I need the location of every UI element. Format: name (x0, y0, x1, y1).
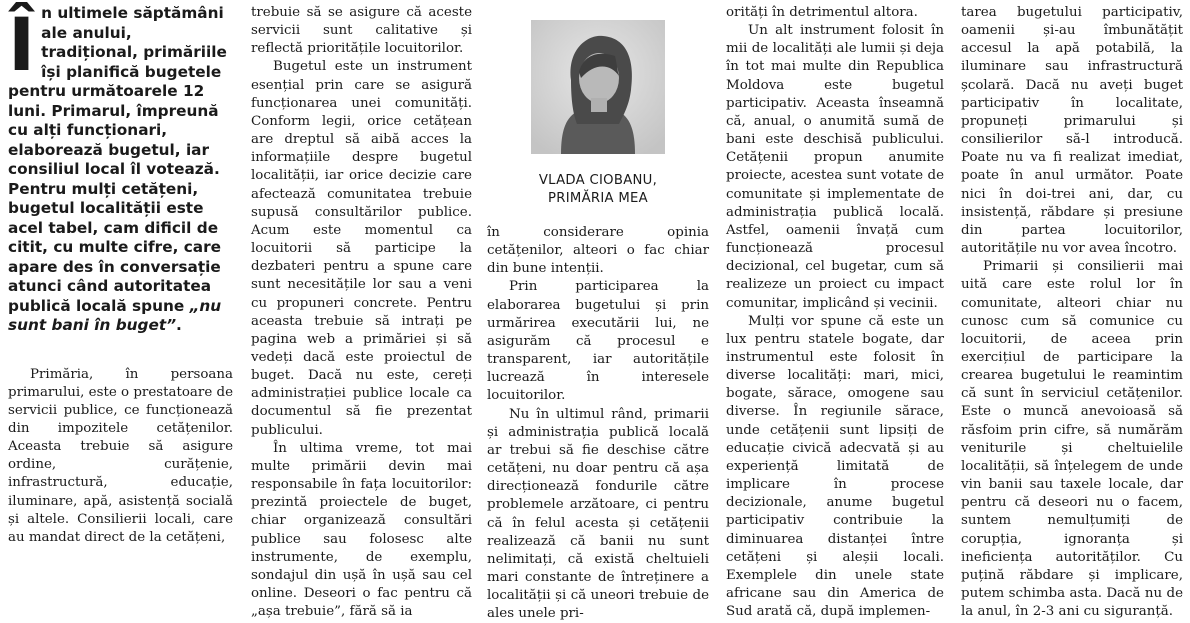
article-column-4 (726, 4, 944, 620)
author-portrait-photo (531, 20, 665, 154)
body-paragraph: Primarii și consilierii mai uită care este rolul lor în comunitate, alteori chiar nu cunosc cum să comunice cu locuitorii, de aceea prin exercițiul de participare la crearea bugetului le reamintim că sunt în serviciul cetățenilor. Este o muncă anevoioasă să răsfoim prin cifre, să numărăm veniturile și cheltuielile localității, să înțelegem de unde vin banii sau taxele locale, dar pentru că deseori nu o facem, suntem nemulțumiți de corupția, ignoranța și ineficiența autorităților. Cu puțină răbdare și implicare, putem schimba asta. Dacă nu de la anul, în 2-3 ani cu siguranță. (961, 259, 1183, 620)
body-paragraph: orități în detrimentul altora. (726, 5, 918, 20)
body-paragraph: Bugetul este un instrument esențial prin care se asigură funcționarea unei comunități. Conform legii, orice cetățean are dreptul să aibă acces la informațiile despre bugetul localității, iar orice decizie care afectează comunitatea trebuie supusă consultărilor publice. Acum este momentul ca locuitorii să participe la dezbateri pentru a spune care sunt necesitățile lor sau a veni cu propuneri concrete. Pentru aceasta trebuie să intrați pe pagina web a primăriei și să vedeți dacă este proiectul de buget. Dacă nu este, cereți administrației publice locale ca documentul să fie prezentat publicului. (251, 59, 472, 438)
body-paragraph: În ultima vreme, tot mai multe primării devin mai responsabile în fața locuitorilor: prezintă proiectele de buget, chiar organizează consultări publice sau folosesc alte instrumente, de exemplu, sondajul din ușă în ușă sau cel online. Deseori o fac pentru că „așa trebuie”, fără să ia (251, 440, 472, 620)
drop-cap: Î (8, 3, 36, 88)
article-column-5 (961, 4, 1183, 620)
author-organization: PRIMĂRIA MEA (547, 191, 648, 206)
portrait-image (531, 20, 665, 154)
article-column-3 (487, 224, 709, 622)
body-paragraph: în considerare opinia cetățenilor, alteori o fac chiar din bune intenții. (487, 225, 709, 277)
author-name: VLADA CIOBANU, (538, 173, 658, 188)
article-column-1 (8, 4, 233, 598)
body-paragraph: Prin participarea la elaborarea bugetului și prin urmărirea executării lui, ne asigurăm că procesul e transparent, iar autoritățile lucrează în interesele locuitorilor. (487, 279, 709, 404)
body-paragraph: Mulți vor spune că este un lux pentru statele bogate, dar instrumentul este folosit în diverse localități: mari, mici, bogate, sărace, omogene sau diverse. În regiunile sărace, unde cetățenii sunt lipsiți de educație civică adecvată și au experiență limitată de implicare în procese decizionale, anume bugetul participativ contribuie la diminuarea distanței între cetățeni și aleșii locali. Exemplele din unele state africane sau din America de Sud arată că, după implemen- (726, 313, 944, 620)
body-paragraph: Un alt instrument folosit în mii de localități ale lumii și deja în tot mai multe din Republica Moldova este bugetul participativ. Aceasta înseamnă că, anual, o anumită sumă de bani este deschisă publicului. Cetățenii propun anumite proiecte, acestea sunt votate de comunitate și implementate de administrația publică locală. Astfel, oamenii învață cum funcționează procesul decizional, cel bugetar, cum să realizeze un proiect cu impact comunitar, implicând și vecinii. (726, 23, 944, 311)
lead-end: . (176, 316, 182, 334)
lead-paragraph (8, 4, 233, 336)
body-paragraph: trebuie să se asigure că aceste servicii sunt calitative și reflectă prioritățile locuitorilor. (251, 5, 472, 57)
lead-text: n ultimele săptămâni ale anului, tradițional, primăriile își planifică bugetele pentru următoarele 12 luni. Primarul, împreună cu alți funcționari, elaborează bugetul, iar consiliul local îl votează. Pentru mulți cetățeni, bugetul localității este acel tabel, cam dificil de citit, cu multe cifre, care apare des în conversație atunci când autoritatea publică locală spune (8, 4, 227, 315)
body-paragraph: Primăria, în persoana primarului, este o prestatoare de servicii publice, ce funcționează din impozitele cetățenilor. Aceasta trebuie să asigure ordine, curățenie, infrastructură, educație, iluminare, apă, asistență socială și altele. Consilierii locali, care au mandat direct de la cetățeni, (8, 366, 233, 545)
article-column-2 (251, 4, 472, 620)
author-byline (487, 172, 709, 208)
body-paragraph: tarea bugetului participativ, oamenii și-au îmbunătățit accesul la apă potabilă, la iluminare sau infrastructură școlară. Dacă nu aveți buget participativ în localitate, propuneți primarului și consilierilor să-l introducă. Poate nu va fi realizat imediat, poate în anul următor. Poate nici în doi-trei ani, dar, cu insistență, răbdare și presiune din partea locuitorilor, autoritățile nu vor avea încotro. (961, 5, 1183, 257)
body-paragraph: Nu în ultimul rând, primarii și administrația publică locală ar trebui să fie deschise către cetățeni, nu doar pentru că așa direcționează fondurile către problemele arzătoare, ci pentru că în felul acesta și cetățenii realizează că banii nu sunt nelimitați, că există cheltuieli mari constante de întreținere a localității și că uneori trebuie de ales unele pri- (487, 406, 709, 622)
lead-quote: „nu sunt bani în buget” (8, 296, 222, 334)
